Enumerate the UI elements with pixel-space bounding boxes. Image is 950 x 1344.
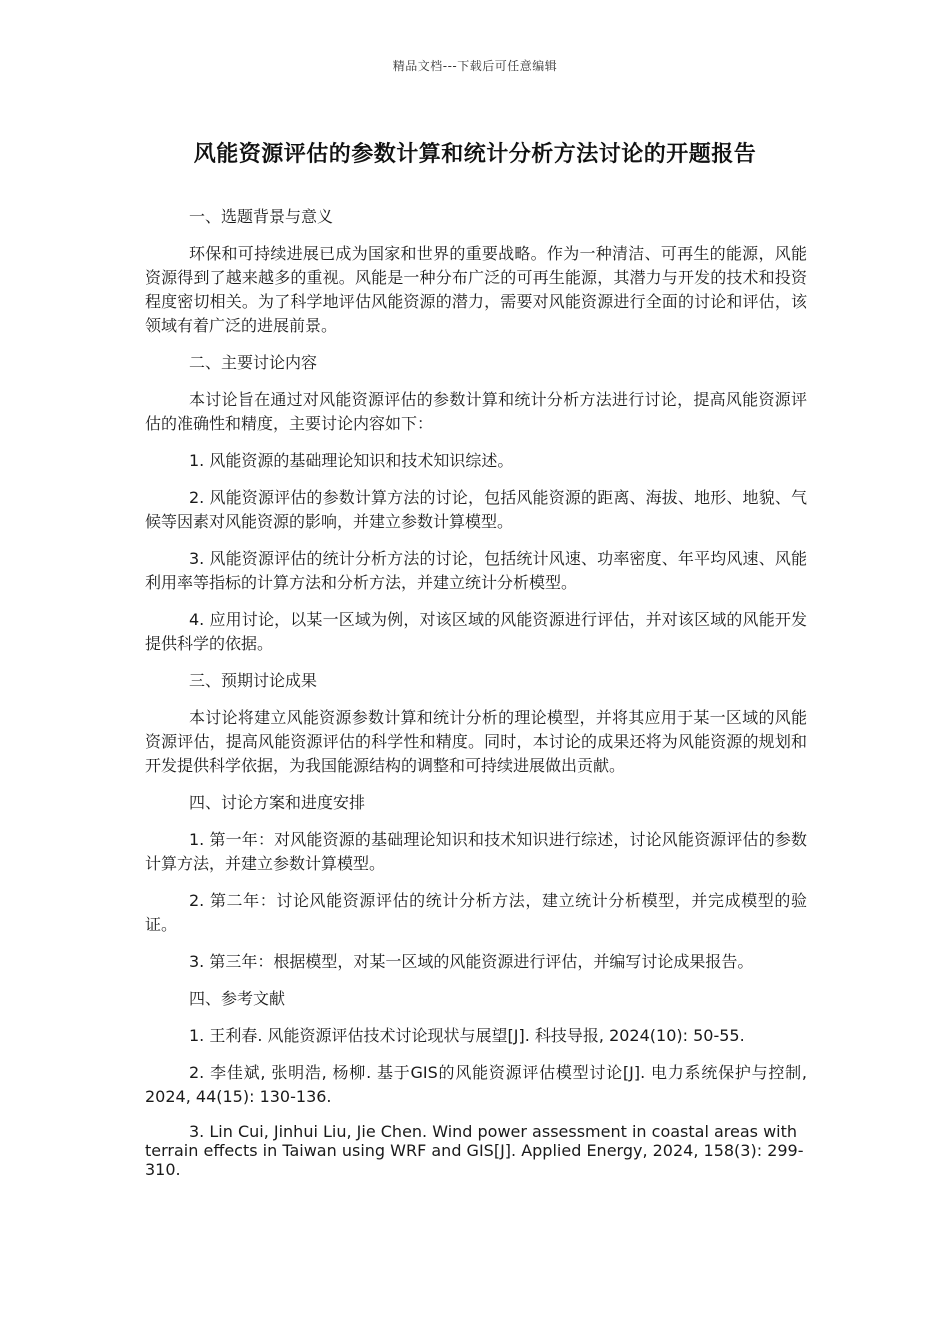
section-4-item: 3. 第三年：根据模型，对某一区域的风能资源进行评估，并编写讨论成果报告。 <box>189 952 754 971</box>
references-heading: 四、参考文献 <box>189 989 286 1008</box>
reference-item: 1. 王利春. 风能资源评估技术讨论现状与展望[J]. 科技导报, 2024(10): 50-55. <box>189 1026 745 1045</box>
section-2-item: 4. 应用讨论，以某一区域为例，对该区域的风能资源进行评估，并对该区域的风能开发提供科学的依据。 <box>145 610 807 653</box>
section-4-heading: 四、讨论方案和进度安排 <box>189 793 366 812</box>
document-title: 风能资源评估的参数计算和统计分析方法讨论的开题报告 <box>193 142 757 167</box>
reference-item: 2. 李佳斌, 张明浩, 杨柳. 基于GIS的风能资源评估模型讨论[J]. 电力系统保护与控制, 2024, 44(15): 130-136. <box>145 1063 807 1106</box>
document-body <box>145 205 807 1192</box>
section-3-paragraph: 本讨论将建立风能资源参数计算和统计分析的理论模型，并将其应用于某一区域的风能资源评估，提高风能资源评估的科学性和精度。同时，本讨论的成果还将为风能资源的规划和开发提供科学依据，为我国能源结构的调整和可持续进展做出贡献。 <box>145 708 807 775</box>
section-3-heading: 三、预期讨论成果 <box>189 671 318 690</box>
section-2-intro: 本讨论旨在通过对风能资源评估的参数计算和统计分析方法进行讨论，提高风能资源评估的准确性和精度，主要讨论内容如下： <box>145 390 807 433</box>
header-note: 精品文档---下载后可任意编辑 <box>392 59 558 73</box>
section-4-item: 2. 第二年：讨论风能资源评估的统计分析方法，建立统计分析模型，并完成模型的验证。 <box>145 891 807 934</box>
section-2-item: 2. 风能资源评估的参数计算方法的讨论，包括风能资源的距离、海拔、地形、地貌、气候等因素对风能资源的影响，并建立参数计算模型。 <box>145 488 807 531</box>
section-1-paragraph: 环保和可持续进展已成为国家和世界的重要战略。作为一种清洁、可再生的能源，风能资源得到了越来越多的重视。风能是一种分布广泛的可再生能源，其潜力与开发的技术和投资程度密切相关。为了科学地评估风能资源的潜力，需要对风能资源进行全面的讨论和评估，该领域有着广泛的进展前景。 <box>145 244 807 335</box>
section-2-heading: 二、主要讨论内容 <box>189 353 318 372</box>
reference-item: 3. Lin Cui, Jinhui Liu, Jie Chen. Wind power assessment in coastal areas with terrain effects in Taiwan using WRF and GIS[J]. Applied Energy, 2024, 158(3): 299-310. <box>145 1122 804 1179</box>
section-4-item: 1. 第一年：对风能资源的基础理论知识和技术知识进行综述，讨论风能资源评估的参数计算方法，并建立参数计算模型。 <box>145 830 807 873</box>
section-1-heading: 一、选题背景与意义 <box>189 207 334 226</box>
section-2-item: 3. 风能资源评估的统计分析方法的讨论，包括统计风速、功率密度、年平均风速、风能利用率等指标的计算方法和分析方法，并建立统计分析模型。 <box>145 549 807 592</box>
section-2-item: 1. 风能资源的基础理论知识和技术知识综述。 <box>189 451 514 470</box>
